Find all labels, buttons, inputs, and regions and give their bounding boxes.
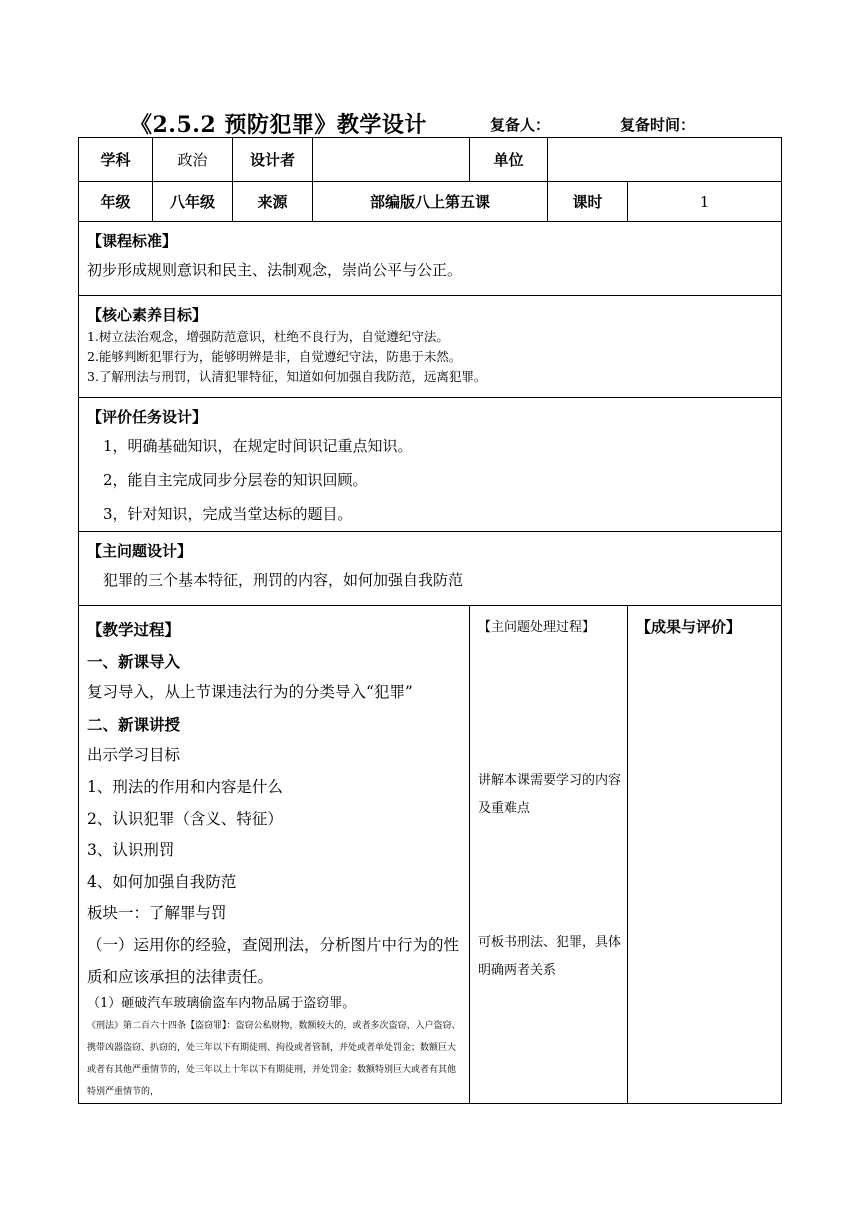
period-label: 课时 <box>548 182 628 222</box>
core-item: 3.了解刑法与刑罚，认清犯罪特征，知道如何加强自我防范，远离犯罪。 <box>87 369 487 384</box>
process-heading: 【教学过程】 <box>87 620 181 639</box>
document-header <box>0 108 860 140</box>
case-line: （1）砸破汽车玻璃偷盗车内物品属于盗窃罪。 <box>87 996 356 1012</box>
evaluation-item: 2，能自主完成同步分层卷的知识回顾。 <box>103 471 368 489</box>
designer-label: 设计者 <box>233 138 313 182</box>
info-row-1 <box>79 138 782 182</box>
main-question-heading: 【主问题设计】 <box>87 542 193 560</box>
core-item: 2.能够判断犯罪行为，能够明辨是非，自觉遵纪守法，防患于未然。 <box>87 349 462 364</box>
process-line: 1、刑法的作用和内容是什么 <box>87 777 283 796</box>
grade-label: 年级 <box>79 182 153 222</box>
evaluation-section <box>79 398 782 532</box>
core-section <box>79 296 782 398</box>
handling-note: 讲解本课需要学习的内容及重难点 <box>478 773 622 816</box>
main-question-section <box>79 532 782 606</box>
handling-note: 可板书刑法、犯罪，具体明确两者关系 <box>478 935 622 978</box>
results-heading: 【成果与评价】 <box>636 618 742 636</box>
handling-column <box>470 606 628 1104</box>
process-column <box>79 606 470 1104</box>
prep-time-label: 复备时间： <box>620 116 696 134</box>
unit-label: 单位 <box>470 138 548 182</box>
process-line: （一）运用你的经验，查阅刑法，分析图片中行为的性质和应该承担的法律责任。 <box>87 935 460 986</box>
process-line: 板块一：了解罪与罚 <box>87 904 227 923</box>
preparer-label: 复备人： <box>490 116 551 134</box>
curriculum-heading: 【课程标准】 <box>87 232 178 250</box>
curriculum-section <box>79 222 782 296</box>
core-item: 1.树立法治观念，增强防范意识，杜绝不良行为，自觉遵纪守法。 <box>87 329 449 344</box>
grade-value: 八年级 <box>153 182 233 222</box>
process-line: 一、新课导入 <box>87 651 181 671</box>
lesson-plan-table <box>78 137 782 1104</box>
evaluation-item: 3，针对知识，完成当堂达标的题目。 <box>103 505 353 523</box>
evaluation-item: 1，明确基础知识，在规定时间识记重点知识。 <box>103 437 413 455</box>
evaluation-heading: 【评价任务设计】 <box>87 408 208 426</box>
unit-value <box>548 138 782 182</box>
source-label: 来源 <box>233 182 313 222</box>
process-line: 出示学习目标 <box>87 746 181 765</box>
law-text: 《刑法》第二百六十四条【盗窃罪】：盗窃公私财物，数额较大的，或者多次盗窃、入户盗窃、携带凶器盗窃、扒窃的，处三年以下有期徒刑、拘役或者管制，并处或者单处罚金；数额巨大或者有其他严重情节的，处三年以上十年以下有期徒刑，并处罚金；数额特别巨大或者有其他特别严重情节的， <box>87 1021 461 1098</box>
process-line: 3、认识刑罚 <box>87 841 175 860</box>
info-row-2 <box>79 182 782 222</box>
core-heading: 【核心素养目标】 <box>87 306 208 324</box>
process-line: 2、认识犯罪（含义、特征） <box>87 809 283 828</box>
main-question-text: 犯罪的三个基本特征，刑罚的内容，如何加强自我防范 <box>103 571 464 589</box>
subject-value: 政治 <box>153 138 233 182</box>
process-line: 4、如何加强自我防范 <box>87 872 237 891</box>
designer-value <box>313 138 470 182</box>
document-title: 《2.5.2 预防犯罪》教学设计 <box>130 112 427 138</box>
process-line: 二、新课讲授 <box>87 714 181 734</box>
period-value: 1 <box>628 182 782 222</box>
results-column <box>628 606 782 1104</box>
subject-label: 学科 <box>79 138 153 182</box>
process-line: 复习导入，从上节课违法行为的分类导入“犯罪” <box>87 683 413 702</box>
handling-heading: 【主问题处理过程】 <box>478 620 596 635</box>
process-section <box>79 606 782 1104</box>
curriculum-text: 初步形成规则意识和民主、法制观念，崇尚公平与公正。 <box>87 261 463 279</box>
source-value: 部编版八上第五课 <box>313 182 548 222</box>
